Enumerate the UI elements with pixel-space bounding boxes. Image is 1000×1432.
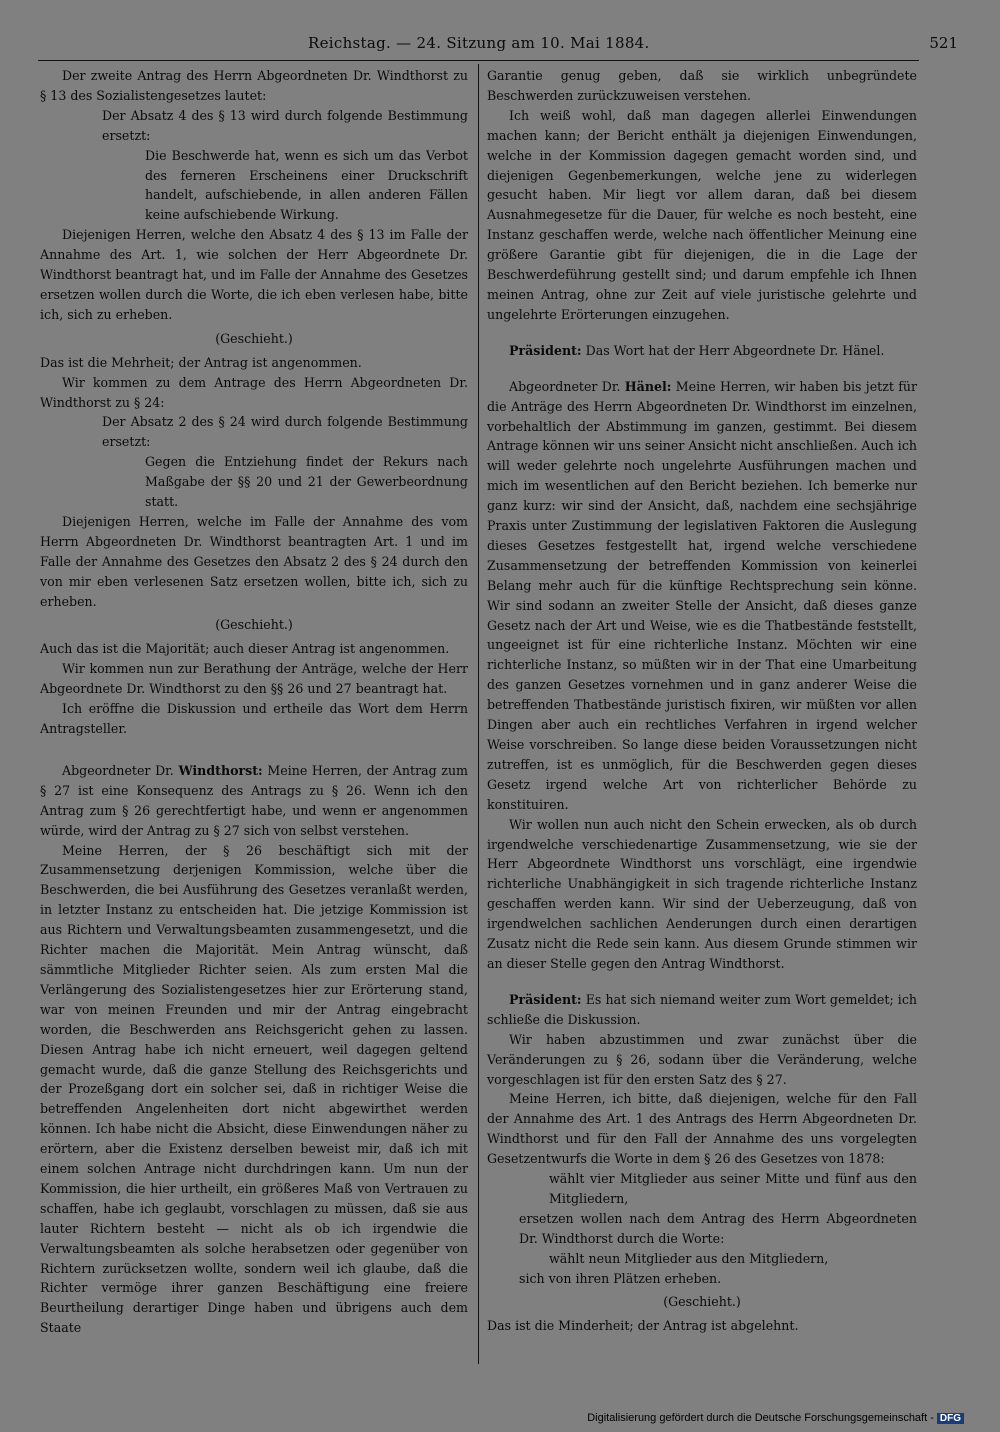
- paragraph-gap: [487, 325, 917, 341]
- paragraph: [40, 615, 468, 635]
- paragraph: [487, 815, 917, 974]
- speaker-name: Windthorst:: [178, 762, 263, 778]
- paragraph: [40, 329, 468, 349]
- paragraph-text: Diejenigen Herren, welche den Absatz 4 des § 13 im Falle der Annahme des Art. 1, wie solchen der Herr Abgeordnete Dr. Windthorst beantragt hat, und im Falle der Annahme des Gesetzes ersetzen wollen durch die Worte, die ich eben verlesen habe, bitte ich, sich zu erheben.: [40, 227, 468, 322]
- paragraph-text: Gegen die Entziehung findet der Rekurs nach Maßgabe der §§ 20 und 21 der Gewerbeordnung statt.: [145, 454, 468, 510]
- speaker-name: Präsident:: [509, 991, 582, 1007]
- paragraph: [487, 1316, 917, 1336]
- speaker-prefix: Abgeordneter Dr.: [62, 762, 179, 778]
- paragraph: [40, 412, 468, 452]
- paragraph: [40, 659, 468, 699]
- paragraph-text: Ich eröffne die Diskussion und ertheile das Wort dem Herrn Antragsteller.: [40, 701, 468, 736]
- paragraph: [487, 1209, 917, 1249]
- speaker-prefix: Abgeordneter Dr.: [509, 378, 625, 394]
- paragraph-text: sich von ihren Plätzen erheben.: [519, 1270, 722, 1286]
- paragraph-text: Das ist die Mehrheit; der Antrag ist angenommen.: [40, 354, 362, 370]
- paragraph: [40, 841, 468, 1339]
- paragraph-text: Wir kommen zu dem Antrage des Herrn Abgeordneten Dr. Windthorst zu § 24:: [40, 374, 468, 410]
- paragraph: [487, 1030, 917, 1090]
- paragraph: [487, 106, 917, 325]
- paragraph: [40, 512, 468, 612]
- paragraph: [40, 761, 468, 841]
- paragraph-text: Ich weiß wohl, daß man dagegen allerlei Einwendungen machen kann; der Bericht enthält ja diejenigen Einwendungen, welche in der Kommission dagegen gemacht worden sind, und diejenigen Gegenbemerkungen, welche jene zu widerlegen gesucht haben. Mir liegt vor allem daran, daß bei diesem Ausnahmegesetze für die Dauer, für welche es noch besteht, eine Instanz geschaffen werde, welche nach öffentlicher Meinung eine größere Garantie gibt für diejenigen, die in die Lage der Beschwerdeführung gestellt sind; und darum empfehle ich Ihnen meinen Antrag, ohne zur Zeit auf viele juristische gelehrte und ungelehrte Erörterungen einzugehen.: [487, 107, 917, 322]
- paragraph: [487, 1292, 917, 1312]
- paragraph: [487, 66, 917, 106]
- paragraph: [40, 452, 468, 512]
- paragraph-text: Meine Herren, der Antrag zum § 27 ist eine Konsequenz des Antrags zu § 26. Wenn ich den Antrag zum § 26 gerechtfertigt habe, und wenn er angenommen würde, wird der Antrag zu § 27 sich von selbst verstehen.: [40, 762, 468, 838]
- paragraph-text: Der zweite Antrag des Herrn Abgeordneten Dr. Windthorst zu § 13 des Sozialistengesetzes lautet:: [40, 68, 468, 103]
- paragraph: [40, 66, 468, 106]
- paragraph: [40, 106, 468, 146]
- paragraph-text: wählt neun Mitglieder aus den Mitgliedern,: [549, 1250, 829, 1266]
- paragraph: [40, 353, 468, 373]
- paragraph-text: Das ist die Minderheit; der Antrag ist abgelehnt.: [487, 1318, 799, 1334]
- paragraph: [487, 1089, 917, 1169]
- paragraph-text: wählt vier Mitglieder aus seiner Mitte und fünf aus den Mitgliedern,: [549, 1171, 917, 1206]
- paragraph-text: Meine Herren, wir haben bis jetzt für die Anträge des Herrn Abgeordneten Dr. Windthorst im einzelnen, vorbehaltlich der Abstimmung im ganzen, gestimmt. Bei diesem Antrage können wir uns seiner Ansicht nicht anschließen. Auch ich will weder gelehrte noch ungelehrte Ausführungen machen und mich im wesentlichen auf den Bericht beziehen. Ich bemerke nur ganz kurz: wir sind der Ansicht, daß, nachdem eine sechsjährige Praxis unter Zustimmung der legislativen Faktoren die Auslegung dieses Gesetzes festgestellt hat, irgend welche verschiedene Zusammensetzung der betreffenden Kommission von keinerlei Belang mehr auch für die künftige Rechtsprechung sein könne. Wir sind sodann an zweiter Stelle der Ansicht, daß dieses ganze Gesetz nach der Art und Weise, wie es die Thatbestände feststellt, ungeeignet ist für eine richterliche Instanz. Möchten wir eine richterliche Instanz, so müßten wir in der That eine Umarbeitung des ganzen Gesetzes vornehmen und in ganz anderer Weise die betreffenden Thatbestände juristisch fixiren, wir müßten vor allen Dingen aber auch ein rechtliches Verfahren in irgend welcher Weise vorschreiben. So lange diese beiden Voraussetzungen nicht zutreffen, ist es unmöglich, für die Beschwerden gegen dieses Gesetz irgend welche Art von richterlicher Behörde zu konstituiren.: [487, 378, 917, 812]
- speaker-name: Präsident:: [509, 342, 582, 358]
- page-header: [38, 34, 958, 60]
- paragraph-text: (Geschieht.): [663, 1294, 741, 1310]
- paragraph-text: Der Absatz 2 des § 24 wird durch folgende Bestimmung ersetzt:: [102, 414, 468, 450]
- paragraph: [487, 1169, 917, 1209]
- paragraph-text: Meine Herren, ich bitte, daß diejenigen, welche für den Fall der Annahme des Art. 1 des Antrags des Herrn Abgeordneten Dr. Windthorst und für den Fall der Annahme des uns vorgelegten Gesetzentwurfs die Worte in dem § 26 des Gesetzes von 1878:: [487, 1091, 917, 1167]
- paragraph-text: Auch das ist die Majorität; auch dieser Antrag ist angenommen.: [40, 641, 450, 657]
- paragraph-gap: [487, 974, 917, 990]
- header-title: Reichstag. — 24. Sitzung am 10. Mai 1884.: [308, 34, 650, 52]
- header-rule: [38, 60, 919, 61]
- paragraph: [487, 377, 917, 815]
- paragraph-text: Wir wollen nun auch nicht den Schein erwecken, als ob durch irgendwelche verschiedenartige Zusammensetzung, wie sie der Herr Abgeordnete Windthorst uns vorschlägt, eine irgendwie richterliche Unabhängigkeit in sich tragende richterliche Instanz geschaffen werden kann. Wir sind der Ueberzeugung, daß von irgendwelchen sachlichen Aenderungen durch einen derartigen Zusatz nicht die Rede sein kann. Aus diesem Grunde stimmen wir an dieser Stelle gegen den Antrag Windthorst.: [487, 816, 917, 971]
- paragraph-gap: [487, 361, 917, 377]
- paragraph: [40, 699, 468, 739]
- paragraph: [487, 341, 917, 361]
- paragraph-text: (Geschieht.): [215, 330, 293, 346]
- footer-text: Digitalisierung gefördert durch die Deutsche Forschungsgemeinschaft -: [587, 1412, 934, 1424]
- paragraph-text: Wir kommen nun zur Berathung der Anträge, welche der Herr Abgeordnete Dr. Windthorst zu den §§ 26 und 27 beantragt hat.: [40, 661, 468, 697]
- page-number: 521: [929, 34, 958, 52]
- paragraph: [487, 1249, 917, 1269]
- dfg-logo: DFG: [937, 1413, 964, 1424]
- paragraph-text: Wir haben abzustimmen und zwar zunächst über die Veränderungen zu § 26, sodann über die Veränderung, welche vorgeschlagen ist für den ersten Satz des § 27.: [487, 1031, 917, 1087]
- paragraph: [487, 990, 917, 1030]
- paragraph: [40, 639, 468, 659]
- paragraph-text: (Geschieht.): [215, 617, 293, 633]
- paragraph-text: Garantie genug geben, daß sie wirklich unbegründete Beschwerden zurückzuweisen verstehen.: [487, 68, 917, 103]
- paragraph: [40, 225, 468, 325]
- paragraph-text: Diejenigen Herren, welche im Falle der Annahme des vom Herrn Abgeordneten Dr. Windthorst beantragten Art. 1 und im Falle der Annahme des Gesetzes den Absatz 2 des § 24 durch den von mir eben verlesenen Satz ersetzen wollen, bitte ich, sich zu erheben.: [40, 513, 468, 609]
- paragraph-gap: [40, 739, 468, 761]
- left-column: [40, 66, 468, 1338]
- paragraph: [487, 1269, 917, 1289]
- footer-credit: [587, 1412, 964, 1424]
- column-divider: [478, 64, 479, 1364]
- paragraph-text: Die Beschwerde hat, wenn es sich um das Verbot des ferneren Erscheinens einer Druckschrift handelt, aufschiebende, in allen anderen Fällen keine aufschiebende Wirkung.: [145, 147, 468, 223]
- right-column: [487, 66, 917, 1336]
- speaker-name: Hänel:: [624, 378, 672, 394]
- paragraph: [40, 146, 468, 226]
- paragraph-text: Meine Herren, der § 26 beschäftigt sich mit der Zusammensetzung derjenigen Kommission, welche über die Beschwerden, die bei Ausführung des Gesetzes veranlaßt werden, in letzter Instanz zu entscheiden hat. Die jetzige Kommission ist aus Richtern und Verwaltungsbeamten zusammengesetzt, und die Richter machen die Majorität. Mein Antrag wünscht, daß sämmtliche Mitglieder Richter seien. Als zum ersten Mal die Verlängerung des Sozialistengesetzes hier zur Erörterung stand, war von meinen Freunden und mir der Antrag eingebracht worden, die Beschwerden ans Reichsgericht gehen zu lassen. Diesen Antrag habe ich nicht erneuert, weil dagegen geltend gemacht wurde, daß die ganze Stellung des Reichsgerichts und der Prozeßgang dort ein solcher sei, daß in richtiger Weise die betreffenden Angelenheiten dort nicht abgewirthet werden können. Ich habe nicht die Absicht, diese Einwendungen näher zu erörtern, aber die Existenz derselben beweist mir, daß ich mit einem solchen Antrage nicht durchdringen kann. Um nun der Kommission, die hier urtheilt, ein größeres Maß von Vertrauen zu schaffen, habe ich geglaubt, vorschlagen zu müssen, daß sie aus lauter Richtern besteht — nicht als ob ich irgendwie die Verwaltungsbeamten als solche herabsetzen oder gegenüber von Richtern zurücksetzen wollte, sondern weil ich glaube, daß die Richter vermöge ihrer ganzen Beschäftigung eine freiere Beurtheilung derartiger Dinge haben und übrigens auch dem Staate: [40, 842, 468, 1336]
- paragraph: [40, 373, 468, 413]
- paragraph-text: Es hat sich niemand weiter zum Wort gemeldet; ich schließe die Diskussion.: [487, 991, 917, 1027]
- paragraph-text: Das Wort hat der Herr Abgeordnete Dr. Hänel.: [581, 342, 885, 358]
- paragraph-text: Der Absatz 4 des § 13 wird durch folgende Bestimmung ersetzt:: [102, 107, 468, 143]
- paragraph-text: ersetzen wollen nach dem Antrag des Herrn Abgeordneten Dr. Windthorst durch die Worte:: [519, 1210, 917, 1246]
